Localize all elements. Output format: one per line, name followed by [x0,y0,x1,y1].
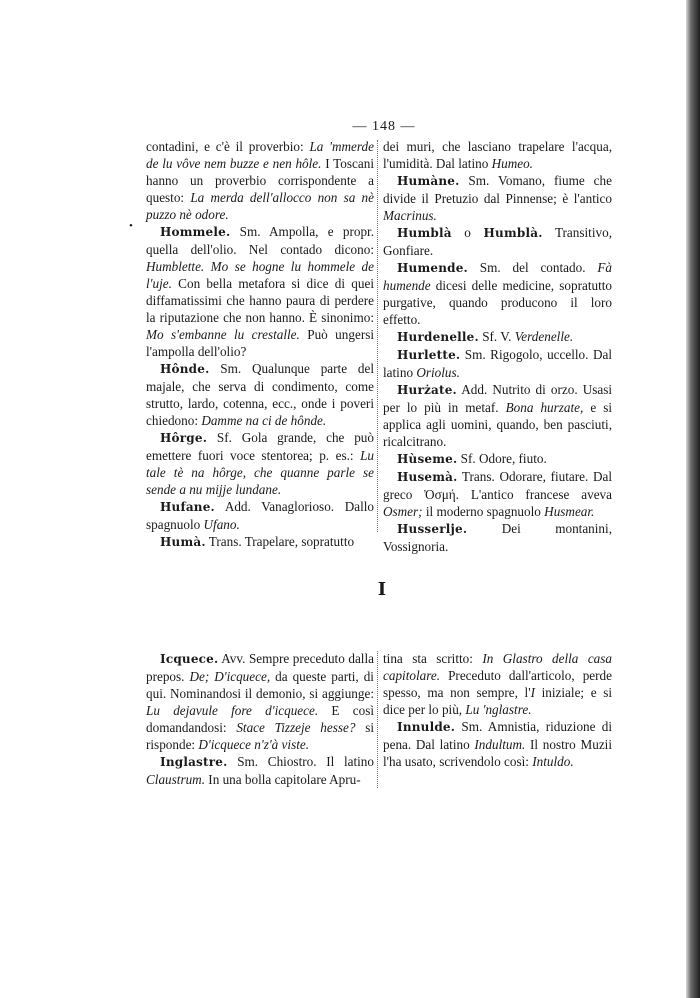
right-column-top [383,138,612,555]
headword: Humàne. [397,174,460,188]
headword: Hurżate. [397,383,457,397]
headword: Humende. [397,261,468,275]
entry-innulde: Innulde. Sm. Amnistia, riduzione di pena. Dal latino Indultum. Il nostro Muzii l'ha usato, scrivendolo così: Intuldo. [383,719,612,769]
headword: Hôrge. [160,431,208,445]
entry-inglastre: Inglastre. Sm. Chiostro. Il latino Claustrum. In una bolla capitolare Apru- [146,754,374,787]
right-column-bottom [383,650,612,770]
entry-humane: Humàne. Sm. Vomano, fiume che divide il Pretuzio dal Pinnense; è l'antico Macrinus. [383,173,612,223]
entry-icquece: Icquece. Avv. Sempre preceduto dalla prepos. De; D'icquece, da queste parti, di qui. Nominandosi il demonio, si aggiunge: Lu dejavule fore d'icquece. E così domandandosi: Stace Tizzeje hesse? si risponde: D'icquece n'z'à viste. [146,651,374,752]
entry-horge: Hôrge. Sf. Gola grande, che può emettere fuori voce stentorea; p. es.: Lu tale tè na hôrge, che quanne parle se sende a nu mijje lundane. [146,430,374,497]
entry-huseme: Hùseme. Sf. Odore, fiuto. [397,451,547,466]
headword: Humblà [397,226,452,240]
column-divider [377,140,379,532]
paragraph: tina sta scritto: In Glastro della casa capitolare. Preceduto dall'articolo, perde spesso, ma non sempre, l'I iniziale; e si dice per lo più, Lu 'nglastre. [383,651,613,717]
paragraph: dei muri, che lasciano trapelare l'acqua, l'umidità. Dal latino Humeo. [383,139,612,171]
entry-hufane: Hufane. Add. Vanaglorioso. Dallo spagnuolo Ufano. [146,499,374,532]
headword: Husemà. [397,470,458,484]
entry-honde: Hônde. Sm. Qualunque parte del majale, che serva di condimento, come strutto, lardo, cotenna, ecc., onde i poveri chiedono: Damme na ci de hônde. [146,361,374,428]
headword: Humblà. [483,226,543,240]
headword: Hurlette. [397,348,461,362]
headword: Innulde. [397,720,456,734]
headword: Husserlje. [397,522,468,536]
page-number: — 148 — [352,119,416,134]
entry-hurzate: Hurżate. Add. Nutrito di orzo. Usasi per lo più in metaf. Bona hurzate, e si applica agli uomini, quando, ben pasciuti, ricalcitrano. [383,382,612,449]
paragraph: contadini, e c'è il proverbio: La 'mmerde de lu vôve nem buzze e nen hôle. I Toscani hanno un proverbio corrispondente a questo: La merda dell'allocco non sa nè puzzo nè odore. [146,139,374,222]
headword: Hommele. [160,225,231,239]
left-column-bottom [146,650,374,788]
entry-husema: Husemà. Trans. Odorare, fiutare. Dal greco Ὀσμή. L'antico francese aveva Osmer; il moderno spagnuolo Husmear. [383,469,612,519]
entry-humende: Humende. Sm. del contado. Fà humende dicesi delle medicine, sopratutto purgative, quando producono il loro effetto. [383,260,612,327]
entry-hommele: Hommele. Sm. Ampolla, e propr. quella dell'olio. Nel contado dicono: Humblette. Mo se hogne lu hommele de l'uje. Con bella metafora si dice di quei diffamatissimi che hanno paura di perdere la riputazione che non hanno. È sinonimo: Mo s'embanne lu crestalle. Può ungersi l'ampolla dell'olio? [146,224,374,359]
entry-huma: Humà. Trans. Trapelare, sopratutto [160,534,355,549]
margin-mark: • [129,220,133,232]
entry-hurlette: Hurlette. Sm. Rigogolo, uccello. Dal latino Oriolus. [383,347,612,380]
headword: Hurdenelle. [397,330,479,344]
entry-humbla: Humblà o Humblà. Transitivo, Gonfiare. [383,225,612,258]
headword: Hônde. [160,362,210,376]
section-letter: I [377,579,387,600]
entry-husserlje: Husserlje. Dei montanini, Vossignoria. [383,521,612,554]
page-edge-shadow [686,0,700,998]
column-divider [377,651,379,788]
left-column-top [146,138,374,551]
headword: Hùseme. [397,452,458,466]
headword: Icquece. [160,652,219,666]
headword: Hufane. [160,500,215,514]
headword: Humà. [160,535,206,549]
entry-hurdenelle: Hurdenelle. Sf. V. Verdenelle. [397,329,574,344]
headword: Inglastre. [160,755,228,769]
